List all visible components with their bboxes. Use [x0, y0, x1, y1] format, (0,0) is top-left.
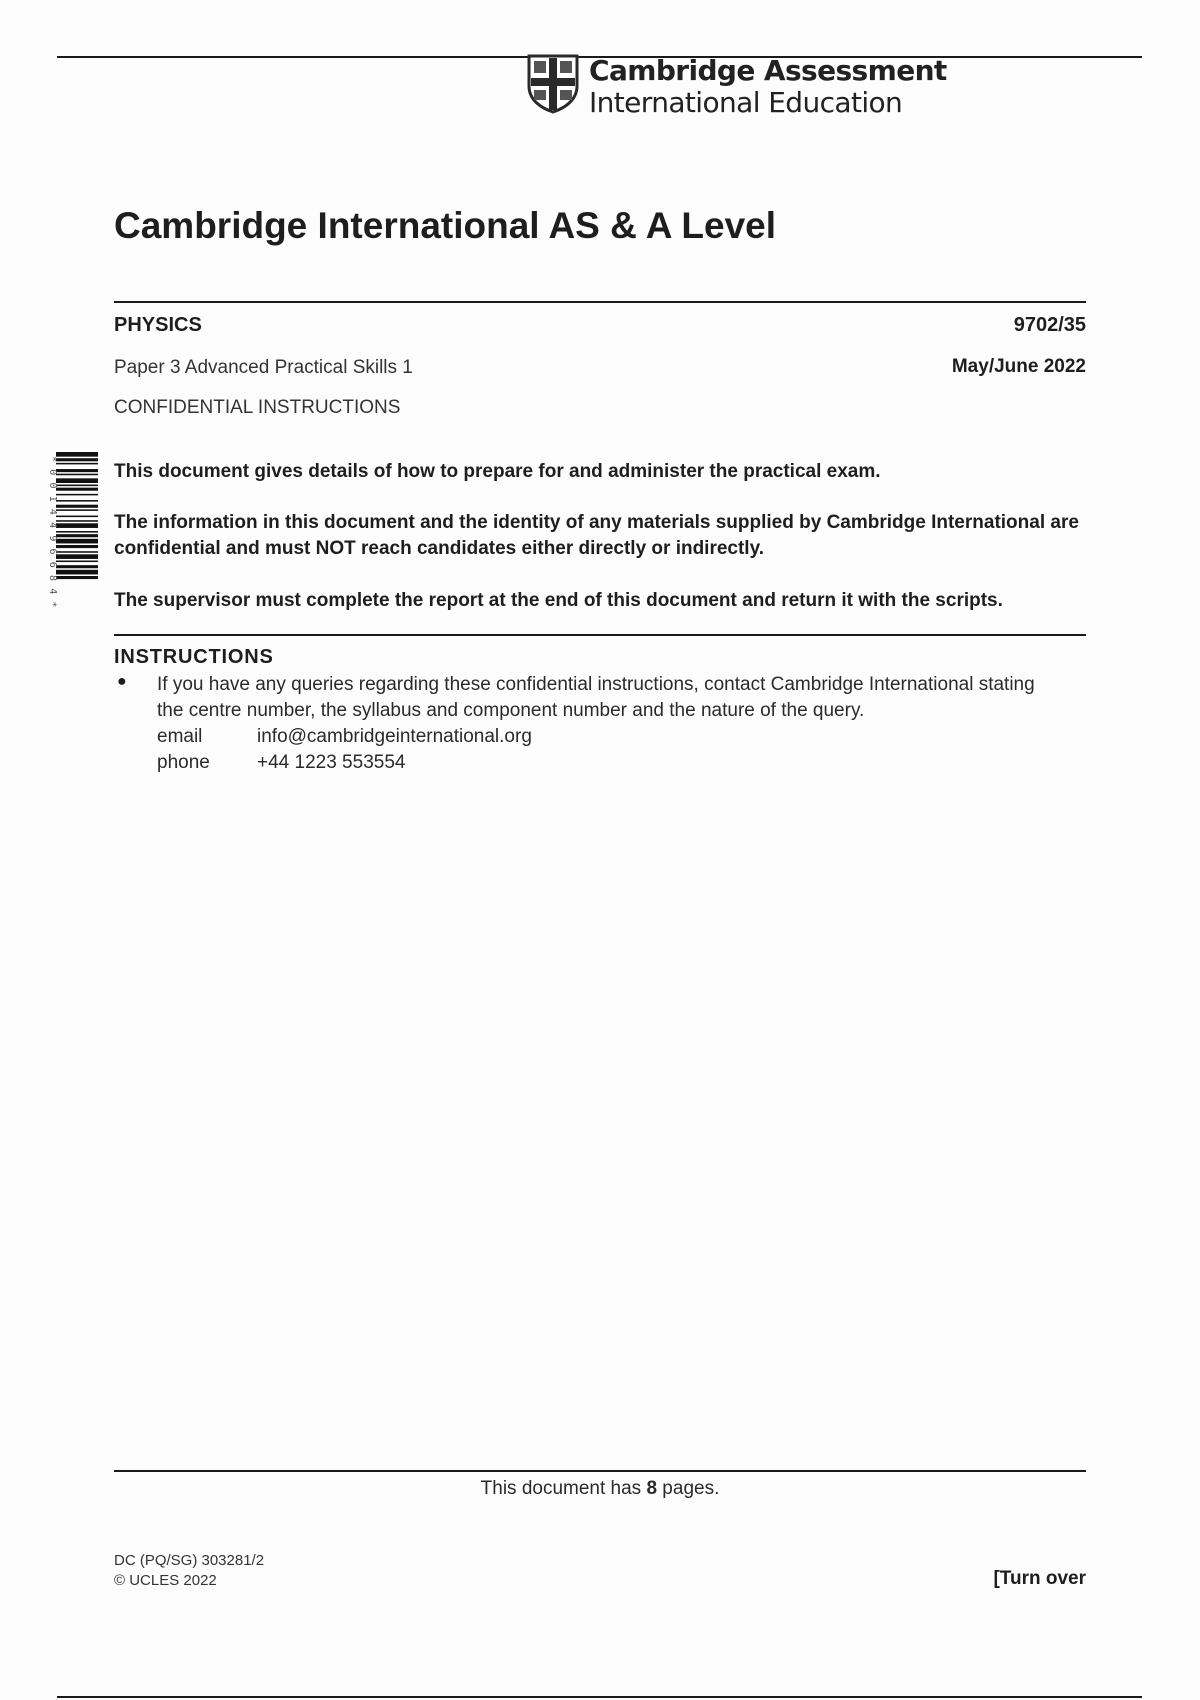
barcode-bar: [56, 554, 98, 559]
barcode-bar: [56, 565, 98, 568]
barcode-bar: [56, 509, 98, 511]
notice-confidential: The information in this document and the identity of any materials supplied by Cambridge International are confidential and must NOT reach candidates either directly or indirectly.: [114, 512, 1079, 559]
barcode-bar: [56, 494, 98, 496]
barcode-text: *0014496684*: [47, 456, 58, 615]
bottom-rule: [57, 1696, 1142, 1698]
barcode-bar: [56, 561, 98, 563]
paper-title: Paper 3 Advanced Practical Skills 1: [114, 357, 413, 378]
bullet-icon: ●: [117, 673, 127, 690]
email-label: email: [157, 726, 203, 747]
exam-session: May/June 2022: [951, 356, 1086, 377]
title-rule: [114, 301, 1086, 303]
phone-label: phone: [157, 752, 210, 773]
email-address: info@cambridgeinternational.org: [257, 726, 532, 747]
barcode-bar: [56, 516, 98, 518]
logo-line-2: International Education: [589, 86, 903, 119]
barcode-bar: [56, 458, 98, 461]
barcode-bar: [56, 478, 98, 483]
barcode-bar: [56, 463, 98, 465]
document-code: DC (PQ/SG) 303281/2: [114, 1552, 265, 1569]
barcode-bar: [56, 551, 98, 553]
logo-line-1: Cambridge Assessment: [589, 54, 947, 87]
page-count-note: [114, 1478, 1086, 1500]
barcode-bar: [56, 474, 98, 476]
notices-rule: [114, 634, 1086, 636]
turn-over-label: [Turn over: [993, 1568, 1086, 1589]
pages-prefix: This document has: [480, 1478, 647, 1499]
pages-suffix: pages.: [657, 1478, 720, 1499]
copyright: © UCLES 2022: [114, 1572, 217, 1589]
notice-supervisor-report: The supervisor must complete the report at the end of this document and return it with the scripts.: [114, 590, 1003, 611]
barcode-bar: [56, 539, 98, 544]
phone-number: +44 1223 553554: [257, 752, 406, 773]
barcode-bar: [56, 488, 98, 491]
barcode-bar: [56, 531, 98, 533]
barcode-bar: [56, 545, 98, 548]
qualification-title: Cambridge International AS & A Level: [114, 205, 777, 246]
subject-label: PHYSICS: [114, 314, 202, 336]
document-type: CONFIDENTIAL INSTRUCTIONS: [114, 397, 401, 418]
notice-prepare: This document gives details of how to prepare for and administer the practical exam.: [114, 461, 881, 482]
barcode-bar: [56, 485, 98, 487]
shield-crest-icon: [527, 54, 579, 114]
barcode-bar: [56, 520, 98, 522]
footer-rule: [114, 1470, 1086, 1472]
barcode-bar: [56, 452, 98, 457]
barcode-bar: [56, 523, 98, 528]
barcode-bar: [56, 469, 98, 472]
cambridge-logo: [527, 54, 947, 119]
syllabus-code: 9702/35: [1013, 314, 1086, 336]
barcode-bar: [56, 534, 98, 537]
instructions-text: If you have any queries regarding these confidential instructions, contact Cambridge International stating the centre number, the syllabus and component number and the nature of the query.: [157, 674, 1035, 721]
barcode-bar: [56, 500, 98, 502]
instructions-heading: INSTRUCTIONS: [114, 646, 274, 668]
pages-count: 8: [646, 1478, 658, 1499]
barcode-bar: [56, 570, 98, 575]
barcode-bar: [56, 576, 98, 579]
barcode-bar: [56, 505, 98, 508]
barcode: [40, 452, 100, 684]
